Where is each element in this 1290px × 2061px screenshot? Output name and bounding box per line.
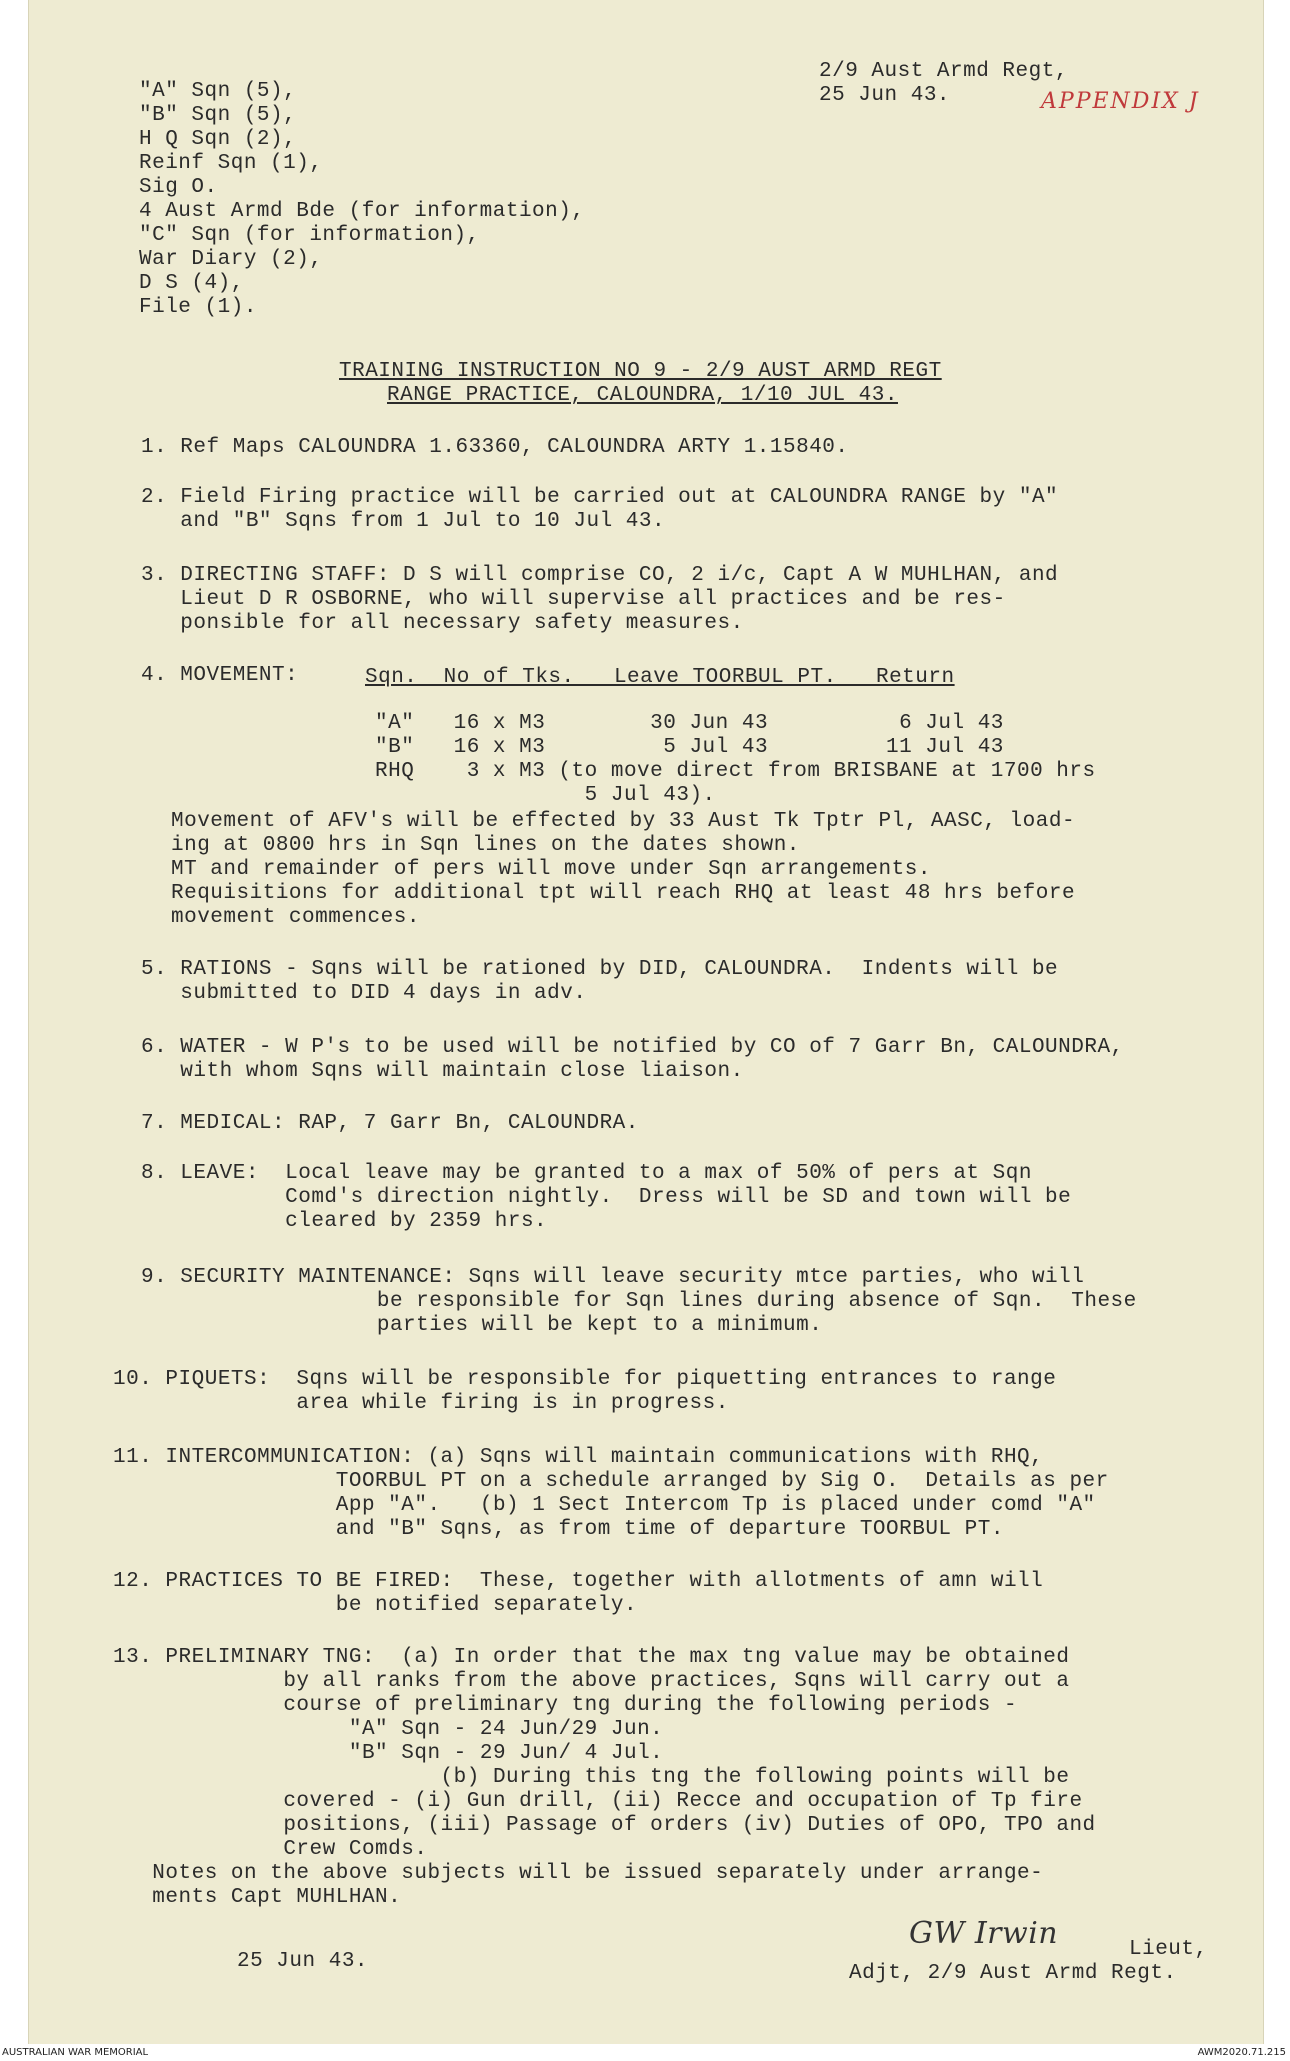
- paragraph-4-line: MT and remainder of pers will move under Sqn arrangements.: [171, 858, 931, 881]
- movement-table-row: RHQ 3 x M3 (to move direct from BRISBANE at 1700 hrs: [375, 760, 1096, 783]
- movement-table-row: "B" 16 x M3 5 Jul 43 11 Jul 43: [375, 736, 1004, 759]
- paragraph-9-line: parties will be kept to a minimum.: [141, 1314, 823, 1337]
- document-title: TRAINING INSTRUCTION NO 9 - 2/9 AUST ARMD REGT: [339, 360, 942, 383]
- paragraph-2-line: and "B" Sqns from 1 Jul to 10 Jul 43.: [141, 510, 666, 533]
- movement-table-row: "A" 16 x M3 30 Jun 43 6 Jul 43: [375, 712, 1004, 735]
- paragraph-5-line: submitted to DID 4 days in adv.: [141, 982, 587, 1005]
- paragraph-6-line: with whom Sqns will maintain close liaison.: [141, 1060, 744, 1083]
- paragraph-13-line: "B" Sqn - 29 Jun/ 4 Jul.: [113, 1742, 664, 1765]
- paragraph-13-line: (b) During this tng the following points will be: [113, 1766, 1070, 1789]
- paragraph-11-line: 11. INTERCOMMUNICATION: (a) Sqns will maintain communications with RHQ,: [113, 1446, 1044, 1469]
- appendix-mark: APPENDIX J: [1041, 89, 1200, 114]
- footer-left: AUSTRALIAN WAR MEMORIAL: [2, 2047, 149, 2058]
- paragraph-13-line: positions, (iii) Passage of orders (iv) Duties of OPO, TPO and: [113, 1814, 1096, 1837]
- signature-rank: Lieut,: [1129, 1938, 1208, 1961]
- paragraph-9-line: 9. SECURITY MAINTENANCE: Sqns will leave security mtce parties, who will: [141, 1266, 1085, 1289]
- paragraph-13-line: course of preliminary tng during the following periods -: [113, 1694, 1018, 1717]
- paragraph-8-line: 8. LEAVE: Local leave may be granted to a max of 50% of pers at Sqn: [141, 1162, 1032, 1185]
- paragraph-4-label: 4. MOVEMENT:: [141, 664, 299, 687]
- movement-table-row: 5 Jul 43).: [375, 784, 716, 807]
- paragraph-4-line: ing at 0800 hrs in Sqn lines on the dates shown.: [171, 834, 800, 857]
- distribution-item: "B" Sqn (5),: [139, 104, 297, 127]
- paragraph-13-line: "A" Sqn - 24 Jun/29 Jun.: [113, 1718, 664, 1741]
- paragraph-4-line: movement commences.: [171, 906, 420, 929]
- document-subtitle: RANGE PRACTICE, CALOUNDRA, 1/10 JUL 43.: [387, 384, 898, 407]
- paragraph-11-line: App "A". (b) 1 Sect Intercom Tp is placed under comd "A": [113, 1494, 1096, 1517]
- document-page: [28, 0, 1264, 2044]
- distribution-item: "C" Sqn (for information),: [139, 224, 480, 247]
- paragraph-13-line: Crew Comds.: [113, 1838, 428, 1861]
- paragraph-13-line: covered - (i) Gun drill, (ii) Recce and occupation of Tp fire: [113, 1790, 1083, 1813]
- distribution-item: File (1).: [139, 296, 257, 319]
- distribution-item: H Q Sqn (2),: [139, 128, 297, 151]
- paragraph-8-line: Comd's direction nightly. Dress will be SD and town will be: [141, 1186, 1072, 1209]
- paragraph-11-line: TOORBUL PT on a schedule arranged by Sig O. Details as per: [113, 1470, 1109, 1493]
- paragraph-5-line: 5. RATIONS - Sqns will be rationed by DID, CALOUNDRA. Indents will be: [141, 958, 1059, 981]
- paragraph-1: 1. Ref Maps CALOUNDRA 1.63360, CALOUNDRA ARTY 1.15840.: [141, 436, 849, 459]
- paragraph-11-line: and "B" Sqns, as from time of departure TOORBUL PT.: [113, 1518, 1004, 1541]
- paragraph-3-line: Lieut D R OSBORNE, who will supervise all practices and be res-: [141, 588, 1006, 611]
- paragraph-7: 7. MEDICAL: RAP, 7 Garr Bn, CALOUNDRA.: [141, 1112, 639, 1135]
- movement-table-header: Sqn. No of Tks. Leave TOORBUL PT. Return: [365, 666, 955, 689]
- paragraph-12-line: 12. PRACTICES TO BE FIRED: These, together with allotments of amn will: [113, 1570, 1044, 1593]
- paragraph-13-line: Notes on the above subjects will be issued separately under arrange-: [113, 1862, 1044, 1885]
- paragraph-3-line: ponsible for all necessary safety measures.: [141, 612, 744, 635]
- paragraph-13-line: by all ranks from the above practices, Sqns will carry out a: [113, 1670, 1070, 1693]
- paragraph-10-line: area while firing is in progress.: [113, 1392, 729, 1415]
- footer-right: AWM2020.71.215: [1197, 2047, 1286, 2058]
- paragraph-12-line: be notified separately.: [113, 1594, 638, 1617]
- paragraph-10-line: 10. PIQUETS: Sqns will be responsible for piquetting entrances to range: [113, 1368, 1057, 1391]
- typed-text: [29, 0, 1263, 2044]
- paragraph-6-line: 6. WATER - W P's to be used will be notified by CO of 7 Garr Bn, CALOUNDRA,: [141, 1036, 1124, 1059]
- paragraph-2-line: 2. Field Firing practice will be carried out at CALOUNDRA RANGE by "A": [141, 486, 1059, 509]
- paragraph-9-line: be responsible for Sqn lines during absence of Sqn. These: [141, 1290, 1137, 1313]
- distribution-item: 4 Aust Armd Bde (for information),: [139, 200, 585, 223]
- header-unit: 2/9 Aust Armd Regt,: [819, 60, 1068, 83]
- distribution-item: D S (4),: [139, 272, 244, 295]
- signature-date: 25 Jun 43.: [237, 1950, 369, 1973]
- header-date: 25 Jun 43.: [819, 84, 951, 107]
- paragraph-8-line: cleared by 2359 hrs.: [141, 1210, 548, 1233]
- paragraph-3-line: 3. DIRECTING STAFF: D S will comprise CO, 2 i/c, Capt A W MUHLHAN, and: [141, 564, 1059, 587]
- paragraph-13-line: 13. PRELIMINARY TNG: (a) In order that the max tng value may be obtained: [113, 1646, 1070, 1669]
- handwritten-signature: GW Irwin: [909, 1916, 1059, 1951]
- distribution-item: "A" Sqn (5),: [139, 80, 297, 103]
- distribution-item: Reinf Sqn (1),: [139, 152, 323, 175]
- paragraph-4-line: Requisitions for additional tpt will reach RHQ at least 48 hrs before: [171, 882, 1076, 905]
- distribution-item: War Diary (2),: [139, 248, 323, 271]
- archive-footer: [0, 2044, 1290, 2061]
- signature-role: Adjt, 2/9 Aust Armd Regt.: [849, 1962, 1177, 1985]
- paragraph-4-line: Movement of AFV's will be effected by 33 Aust Tk Tptr Pl, AASC, load-: [171, 810, 1076, 833]
- distribution-item: Sig O.: [139, 176, 218, 199]
- paragraph-13-line: ments Capt MUHLHAN.: [113, 1886, 402, 1909]
